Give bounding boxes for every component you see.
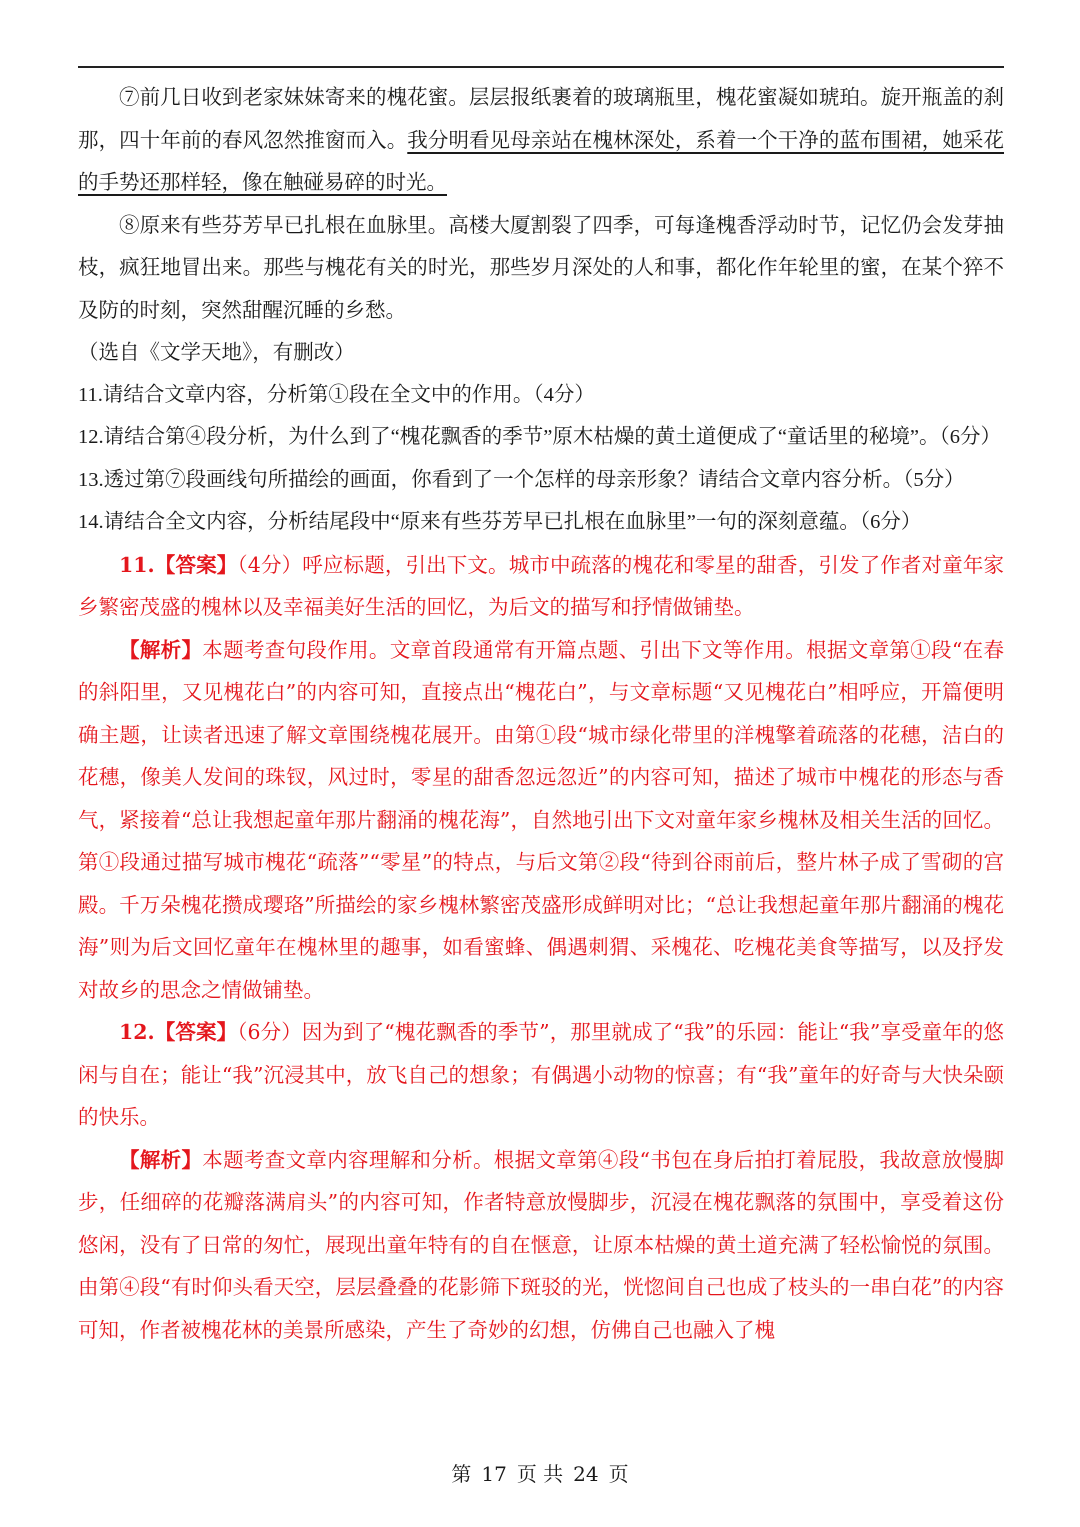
header-rule (78, 66, 1004, 68)
answer-11 (78, 544, 1004, 629)
answer-12-text: （6分）因为到了“槐花飘香的季节”，那里就成了“我”的乐园：能让“我”享受童年的悠闲与自在；能让“我”沉浸其中，放飞自己的想象；有偶遇小动物的惊喜；有“我”童年的好奇与大快朵颐的快乐。 (78, 1020, 1004, 1129)
page-footer (0, 1458, 1080, 1487)
page-number: 17 (481, 1462, 507, 1486)
answer-12 (78, 1011, 1004, 1139)
underlined-sentence: 我分明看见母亲站在槐林深处，系着一个干净的蓝布围裙，她采花的手势还那样轻，像在触碰易碎的时光。 (78, 127, 1005, 194)
footer-suffix: 页 (608, 1462, 629, 1486)
total-pages: 24 (573, 1462, 599, 1486)
answer-11-text: （4分）呼应标题，引出下文。城市中疏落的槐花和零星的甜香，引发了作者对童年家乡繁密茂盛的槐林以及幸福美好生活的回忆，为后文的描写和抒情做铺垫。 (78, 552, 1004, 619)
page-content (78, 76, 1004, 1351)
analysis-12 (78, 1139, 1004, 1352)
paragraph-7 (78, 76, 1004, 204)
analysis-12-text: 本题考查文章内容理解和分析。根据文章第④段“书包在身后拍打着屁股，我故意放慢脚步，任细碎的花瓣落满肩头”的内容可知，作者特意放慢脚步，沉浸在槐花飘落的氛围中，享受着这份悠闲，没有了日常的匆忙，展现出童年特有的自在惬意，让原本枯燥的黄土道充满了轻松愉悦的氛围。由第④段“有时仰头看天空，层层叠叠的花影筛下斑驳的光，恍惚间自己也成了枝头的一串白花”的内容可知，作者被槐花林的美景所感染，产生了奇妙的幻想，仿佛自己也融入了槐 (78, 1147, 1005, 1342)
answer-11-label: 11.【答案】 (119, 552, 238, 577)
analysis-11-label: 【解析】 (119, 637, 203, 662)
paragraph-7-text: ⑦前几日收到老家妹妹寄来的槐花蜜。层层报纸裹着的玻璃瓶里，槐花蜜凝如琥珀。旋开瓶盖的刹那，四十年前的春风忽然推窗而入。 (78, 85, 1004, 152)
analysis-11-text: 本题考查句段作用。文章首段通常有开篇点题、引出下文等作用。根据文章第①段“在春的斜阳里，又见槐花白”的内容可知，直接点出“槐花白”，与文章标题“又见槐花白”相呼应，开篇便明确主题，让读者迅速了解文章围绕槐花展开。由第①段“城市绿化带里的洋槐擎着疏落的花穗，洁白的花穗，像美人发间的珠钗，风过时，零星的甜香忽远忽近”的内容可知，描述了城市中槐花的形态与香气，紧接着“总让我想起童年那片翻涌的槐花海”，自然地引出下文对童年家乡槐林及相关生活的回忆。第①段通过描写城市槐花“疏落”“零星”的特点，与后文第②段“待到谷雨前后，整片林子成了雪砌的宫殿。千万朵槐花攒成璎珞”所描绘的家乡槐林繁密茂盛形成鲜明对比；“总让我想起童年那片翻涌的槐花海”则为后文回忆童年在槐林里的趣事，如看蜜蜂、偶遇刺猬、采槐花、吃槐花美食等描写，以及抒发对故乡的思念之情做铺垫。 (78, 637, 1005, 1002)
source-note: （选自《文学天地》，有删改） (78, 340, 355, 364)
analysis-12-label: 【解析】 (119, 1147, 203, 1172)
paragraph-8: ⑧原来有些芬芳早已扎根在血脉里。高楼大厦割裂了四季，可每逢槐香浮动时节，记忆仍会发芽抽枝，疯狂地冒出来。那些与槐花有关的时光，那些岁月深处的人和事，都化作年轮里的蜜，在某个猝不及防的时刻，突然甜醒沉睡的乡愁。 (78, 212, 1004, 322)
footer-prefix: 第 (451, 1462, 472, 1486)
footer-middle: 页 共 (516, 1462, 564, 1486)
analysis-11 (78, 629, 1004, 1012)
question-13: 13.透过第⑦段画线句所描绘的画面，你看到了一个怎样的母亲形象？请结合文章内容分析。（5分） (78, 468, 965, 491)
question-11: 11.请结合文章内容，分析第①段在全文中的作用。（4分） (78, 383, 595, 406)
question-14: 14.请结合全文内容，分析结尾段中“原来有些芬芳早已扎根在血脉里”一句的深刻意蕴。（6分） (78, 511, 922, 533)
question-12: 12.请结合第④段分析，为什么到了“槐花飘香的季节”原木枯燥的黄土道便成了“童话里的秘境”。（6分） (78, 426, 1002, 448)
answer-12-label: 12.【答案】 (119, 1020, 238, 1044)
